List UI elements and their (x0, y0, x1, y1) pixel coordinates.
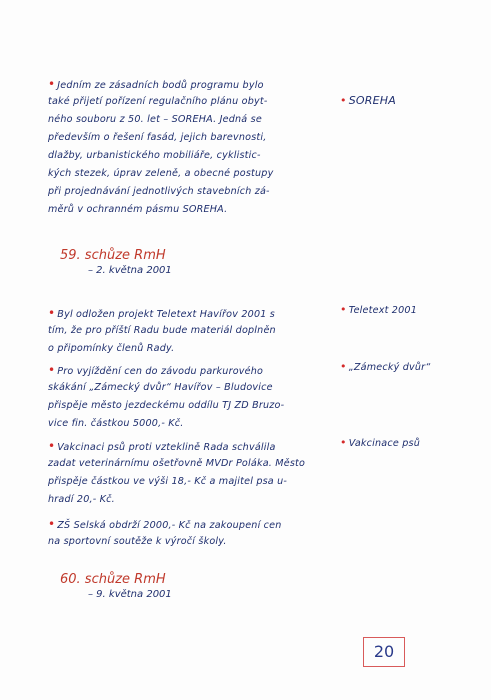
text-line: o připomínky členů Rady. (48, 343, 175, 354)
margin-note-teletext: • Teletext 2001 (340, 303, 418, 316)
item-vakcinace (48, 437, 333, 509)
text-line: na sportovní soutěže k výročí školy. (48, 536, 227, 547)
text-line: • Pro vyjíždění cen do závodu parkurového (48, 363, 264, 377)
text-line: vice fin. částkou 5000,- Kč. (48, 418, 184, 429)
text-line: kých stezek, úprav zeleně, a obecné postupy (48, 168, 274, 179)
bullet: • (340, 360, 347, 373)
bullet: • (48, 306, 56, 320)
page-number: 20 (363, 637, 405, 667)
text-line: ného souboru z 50. let – SOREHA. Jedná se (48, 114, 262, 125)
margin-note-vakcinace: • Vakcinace psů (340, 436, 420, 449)
session-title: 59. schůze RmH (60, 248, 166, 263)
text-line: skákání „Zámecký dvůr“ Havířov – Bludovice (48, 382, 273, 393)
bullet: • (48, 439, 56, 453)
bullet: • (340, 436, 347, 449)
text-line: také přijetí pořízení regulačního plánu obyt- (48, 96, 268, 107)
session-title: 60. schůze RmH (60, 572, 166, 587)
text-line: měrů v ochranném pásmu SOREHA. (48, 204, 228, 215)
bullet: • (340, 94, 347, 107)
text-line: zadat veterinárnímu ošetřovně MVDr Poláka. Město (48, 458, 306, 469)
text-line: • Jedním ze zásadních bodů programu bylo (48, 77, 264, 91)
text-line: přispěje částkou ve výši 18,- Kč a majitel psa u- (48, 476, 288, 487)
text-line: především o řešení fasád, jejich barevnosti, (48, 132, 267, 143)
text-line: • Byl odložen projekt Teletext Havířov 2001 s (48, 306, 275, 320)
bullet: • (340, 303, 347, 316)
margin-note-zamecky-dvur: • „Zámecký dvůr“ (340, 360, 431, 373)
text-line: dlažby, urbanistického mobiliáře, cyklistic- (48, 150, 261, 161)
text-line: přispěje město jezdeckému oddílu TJ ZD Bruzo- (48, 400, 285, 411)
paragraph-soreha (48, 75, 333, 219)
bullet: • (48, 77, 56, 91)
item-teletext (48, 304, 333, 358)
session-date: – 2. května 2001 (88, 265, 172, 276)
margin-note-soreha: • SOREHA (340, 94, 396, 107)
text-line: tím, že pro příští Radu bude materiál doplněn (48, 325, 276, 336)
text-line: • ZŠ Selská obdrží 2000,- Kč na zakoupení cen (48, 517, 282, 531)
item-zamecky-dvur (48, 361, 333, 433)
bullet: • (48, 517, 56, 531)
text-line: hradí 20,- Kč. (48, 494, 115, 505)
text-line: při projednávání jednotlivých stavebních zá- (48, 186, 270, 197)
session-date: – 9. května 2001 (88, 589, 172, 600)
session-60-heading (60, 572, 172, 600)
text-line: • Vakcinaci psů proti vzteklině Rada schválila (48, 439, 276, 453)
item-zs-selska (48, 515, 333, 551)
bullet: • (48, 363, 56, 377)
session-59-heading (60, 248, 172, 276)
